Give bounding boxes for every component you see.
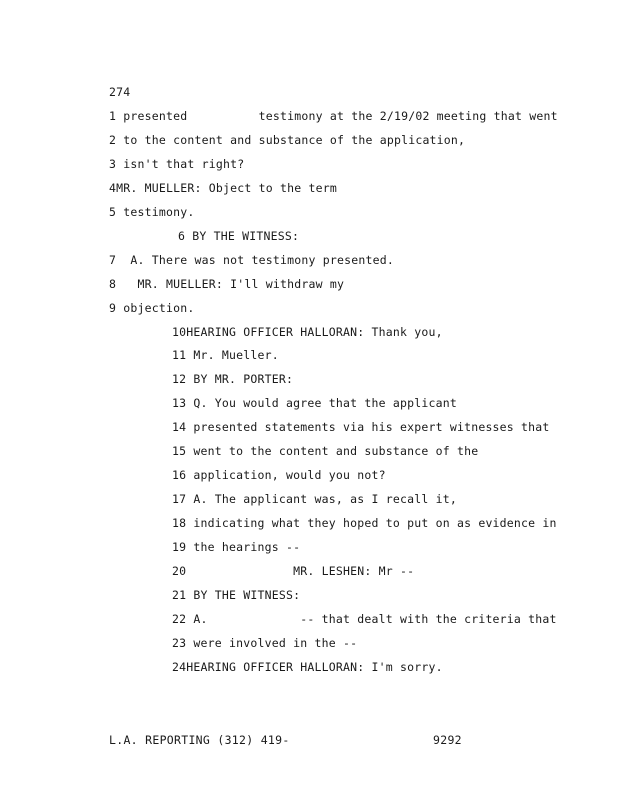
transcript-line: 8 MR. MUELLER: I'll withdraw my bbox=[109, 277, 345, 291]
transcript-line: 11 Mr. Mueller. bbox=[172, 348, 279, 362]
transcript-line: 19 the hearings -- bbox=[172, 540, 301, 554]
transcript-line: 12 BY MR. PORTER: bbox=[172, 372, 294, 386]
transcript-line: 5 testimony. bbox=[109, 205, 195, 219]
transcript-line: 13 Q. You would agree that the applicant bbox=[172, 396, 457, 410]
footer-reporter: L.A. REPORTING (312) 419- bbox=[109, 733, 290, 747]
transcript-line: 24HEARING OFFICER HALLORAN: I'm sorry. bbox=[172, 660, 443, 674]
transcript-line: 17 A. The applicant was, as I recall it, bbox=[172, 492, 457, 506]
transcript-line: 22 A. -- that dealt with the criteria that bbox=[172, 612, 557, 626]
transcript-line: 9 objection. bbox=[109, 301, 195, 315]
transcript-line: 21 BY THE WITNESS: bbox=[172, 588, 301, 602]
footer-phone-suffix: 9292 bbox=[433, 733, 462, 747]
transcript-line: 4MR. MUELLER: Object to the term bbox=[109, 181, 337, 195]
transcript-line: 20 MR. LESHEN: Mr -- bbox=[172, 564, 415, 578]
page-number: 274 bbox=[109, 85, 131, 99]
transcript-line: 16 application, would you not? bbox=[172, 468, 386, 482]
transcript-line: 1 presented testimony at the 2/19/02 meeting that went bbox=[109, 109, 558, 123]
transcript-line: 23 were involved in the -- bbox=[172, 636, 358, 650]
transcript-line: 6 BY THE WITNESS: bbox=[178, 229, 300, 243]
transcript-line: 14 presented statements via his expert witnesses that bbox=[172, 420, 550, 434]
transcript-line: 10HEARING OFFICER HALLORAN: Thank you, bbox=[172, 325, 443, 339]
transcript-line: 15 went to the content and substance of the bbox=[172, 444, 479, 458]
transcript-line: 2 to the content and substance of the application, bbox=[109, 133, 466, 147]
transcript-line: 18 indicating what they hoped to put on as evidence in bbox=[172, 516, 557, 530]
transcript-line: 7 A. There was not testimony presented. bbox=[109, 253, 394, 267]
transcript-line: 3 isn't that right? bbox=[109, 157, 245, 171]
